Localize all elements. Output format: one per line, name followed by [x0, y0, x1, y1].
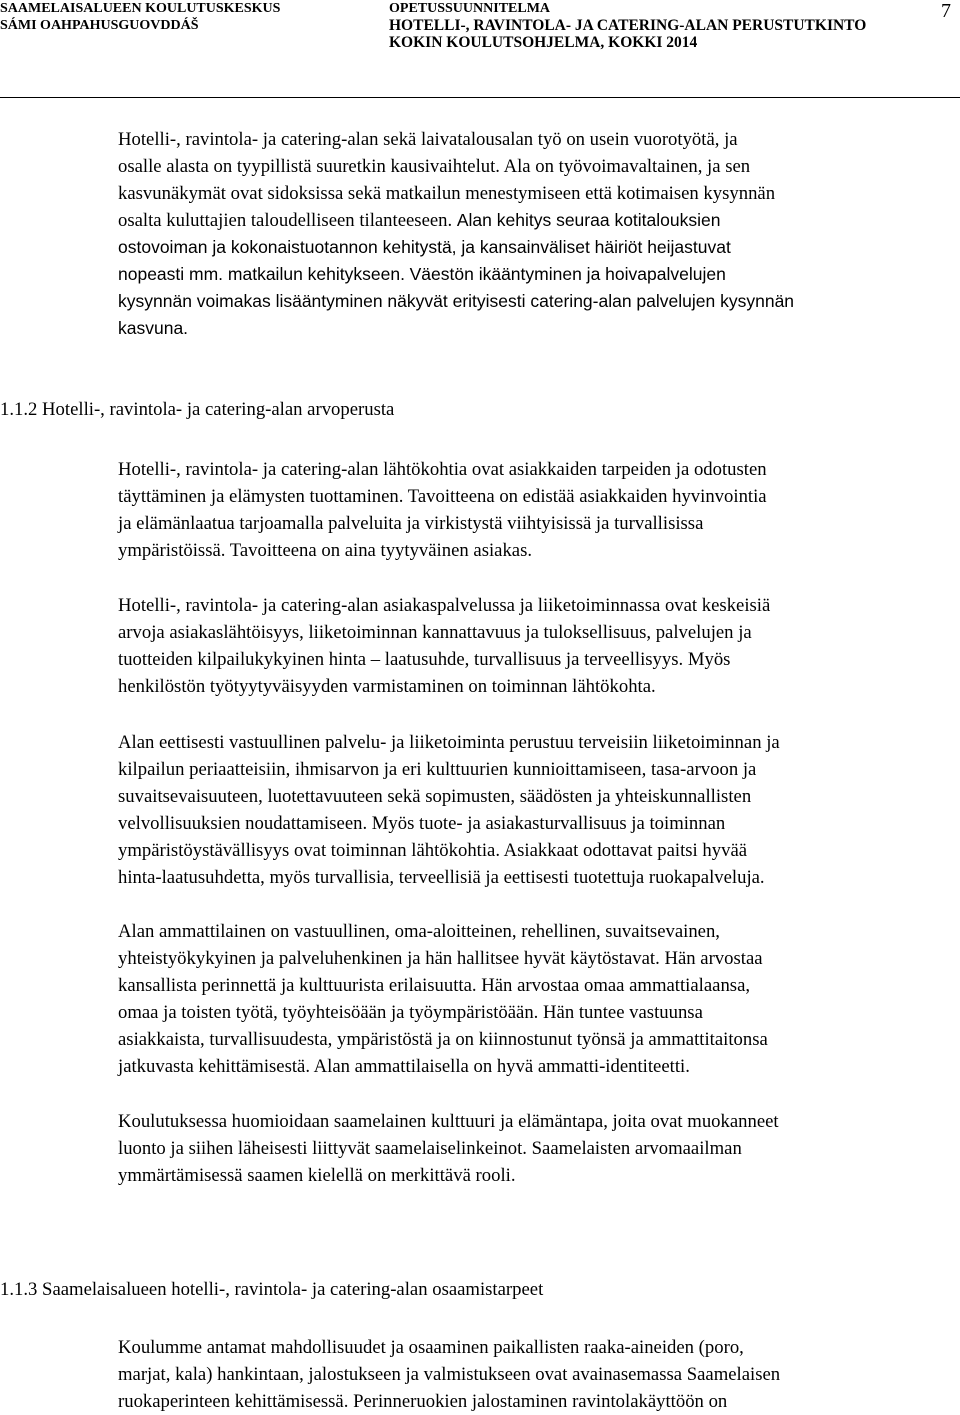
- section-heading-1-1-2: 1.1.2 Hotelli-, ravintola- ja catering-alan arvoperusta: [0, 399, 395, 420]
- text-line: jatkuvasta kehittämisestä. Alan ammattilaisella on hyvä ammatti-identiteetti.: [118, 1056, 690, 1077]
- text-line: Hotelli-, ravintola- ja catering-alan asiakaspalvelussa ja liiketoiminnassa ovat keskeisiä: [118, 595, 771, 616]
- degree-title: HOTELLI-, RAVINTOLA- JA CATERING-ALAN PERUSTUTKINTO: [389, 17, 867, 34]
- text-span: nopeasti mm. matkailun kehitykseen.: [118, 264, 405, 284]
- text-line: hinta-laatusuhdetta, myös turvallisia, terveellisiä ja eettisesti tuotettuja ruokapalveluja.: [118, 867, 765, 888]
- text-line: omaa ja toisten työtä, työyhteisöään ja työympäristöään. Hän tuntee vastuunsa: [118, 1002, 703, 1023]
- text-line: ruokaperinteen kehittämisessä. Perinneruokien jalostaminen ravintolakäyttöön on: [118, 1391, 728, 1412]
- text-line: Hotelli-, ravintola- ja catering-alan lähtökohtia ovat asiakkaiden tarpeiden ja odotusten: [118, 459, 767, 480]
- text-line: henkilöstön työtyytyväisyyden varmistaminen on toiminnan lähtökohta.: [118, 676, 656, 697]
- text-line: yhteistyökykyinen ja palveluhenkinen ja hän hallitsee hyvät käytöstavat. Hän arvostaa: [118, 948, 763, 969]
- text-line: kasvunäkymät ovat sidoksissa sekä matkailun menestymiseen että kotimaisen kysynnän: [118, 183, 776, 204]
- text-span: Väestön ikääntyminen ja hoivapalvelujen: [409, 264, 726, 284]
- text-line: velvollisuuksien noudattamiseen. Myös tuote- ja asiakasturvallisuus ja toiminnan: [118, 813, 726, 834]
- text-line: luonto ja siihen läheisesti liittyvät saamelaiselinkeinot. Saamelaisten arvomaailman: [118, 1138, 742, 1159]
- text-line: kysynnän voimakas lisääntyminen näkyvät erityisesti catering-alan palvelujen kysynnän: [118, 291, 795, 311]
- text-line: [118, 261, 960, 288]
- header-divider: [0, 97, 960, 98]
- text-line: kilpailun periaatteisiin, ihmisarvon ja eri kulttuurien kunnioittamiseen, tasa-arvoon ja: [118, 759, 757, 780]
- intro-paragraph: [118, 126, 960, 342]
- values-paragraph-4: [118, 918, 960, 1080]
- program-title: KOKIN KOULUTSOHJELMA, KOKKI 2014: [389, 34, 698, 51]
- text-line: Alan eettisesti vastuullinen palvelu- ja liiketoiminta perustuu terveisiin liiketoiminnan ja: [118, 732, 780, 753]
- values-paragraph-5: [118, 1108, 960, 1189]
- text-line: arvoja asiakaslähtöisyys, liiketoiminnan kannattavuus ja tuloksellisuus, palvelujen ja: [118, 622, 752, 643]
- values-paragraph-1: [118, 456, 960, 564]
- text-line: osalle alasta on tyypillistä suuretkin kausivaihtelut. Ala on työvoimavaltainen, ja sen: [118, 156, 751, 177]
- text-line: Koulutuksessa huomioidaan saamelainen kulttuuri ja elämäntapa, joita ovat muokanneet: [118, 1111, 779, 1132]
- text-line: tuotteiden kilpailukykyinen hinta – laatusuhde, turvallisuus ja terveellisyys. Myös: [118, 649, 731, 670]
- text-line: asiakkaista, turvallisuudesta, ympäristöstä ja on kiinnostunut työnsä ja ammattitaitonsa: [118, 1029, 768, 1050]
- page-number: 7: [941, 0, 951, 22]
- skills-paragraph-1: [118, 1334, 960, 1415]
- text-line: ympäristöissä. Tavoitteena on aina tyytyväinen asiakas.: [118, 540, 533, 561]
- values-paragraph-2: [118, 592, 960, 700]
- text-line: täyttäminen ja elämysten tuottaminen. Tavoitteena on edistää asiakkaiden hyvinvointia: [118, 486, 767, 507]
- text-line: [118, 207, 960, 234]
- text-line: ostovoiman ja kokonaistuotannon kehitystä, ja kansainväliset häiriöt heijastuvat: [118, 237, 731, 257]
- page-header: [0, 0, 960, 100]
- text-line: ympäristöystävällisyys ovat toiminnan lähtökohtia. Asiakkaat odottavat paitsi hyvää: [118, 840, 748, 861]
- section-heading-1-1-3: 1.1.3 Saamelaisalueen hotelli-, ravintola- ja catering-alan osaamistarpeet: [0, 1279, 544, 1300]
- text-line: Koulumme antamat mahdollisuudet ja osaaminen paikallisten raaka-aineiden (poro,: [118, 1337, 744, 1358]
- text-line: ja elämänlaatua tarjoamalla palveluita ja virkistystä viihtyisissä ja turvallisissa: [118, 513, 704, 534]
- text-line: marjat, kala) hankintaan, jalostukseen ja valmistukseen ovat avainasemassa Saamelaisen: [118, 1364, 781, 1385]
- text-line: suvaitsevaisuuteen, luotettavuuteen sekä sopimusten, säädösten ja yhteiskunnallisten: [118, 786, 752, 807]
- text-span: Alan kehitys seuraa kotitalouksien: [456, 210, 721, 230]
- text-span: osalta kuluttajien taloudelliseen tilanteeseen.: [118, 210, 453, 231]
- text-line: kansallista perinnettä ja kulttuurista erilaisuutta. Hän arvostaa omaa ammattialaansa,: [118, 975, 751, 996]
- institution-name: [0, 0, 280, 34]
- institution-name-finnish: SAAMELAISALUEEN KOULUTUSKESKUS: [0, 1, 281, 16]
- values-paragraph-3: [118, 729, 960, 891]
- document-type: OPETUSSUUNNITELMA: [389, 1, 551, 16]
- text-line: Alan ammattilainen on vastuullinen, oma-aloitteinen, rehellinen, suvaitsevainen,: [118, 921, 720, 942]
- text-line: kasvuna.: [118, 318, 189, 338]
- institution-name-sami: SÁMI OAHPAHUSGUOVDDÁŠ: [0, 18, 199, 33]
- text-line: Hotelli-, ravintola- ja catering-alan sekä laivatalousalan työ on usein vuorotyötä, ja: [118, 129, 738, 150]
- document-title-block: [389, 0, 866, 51]
- text-line: ymmärtämisessä saamen kielellä on merkittävä rooli.: [118, 1165, 516, 1186]
